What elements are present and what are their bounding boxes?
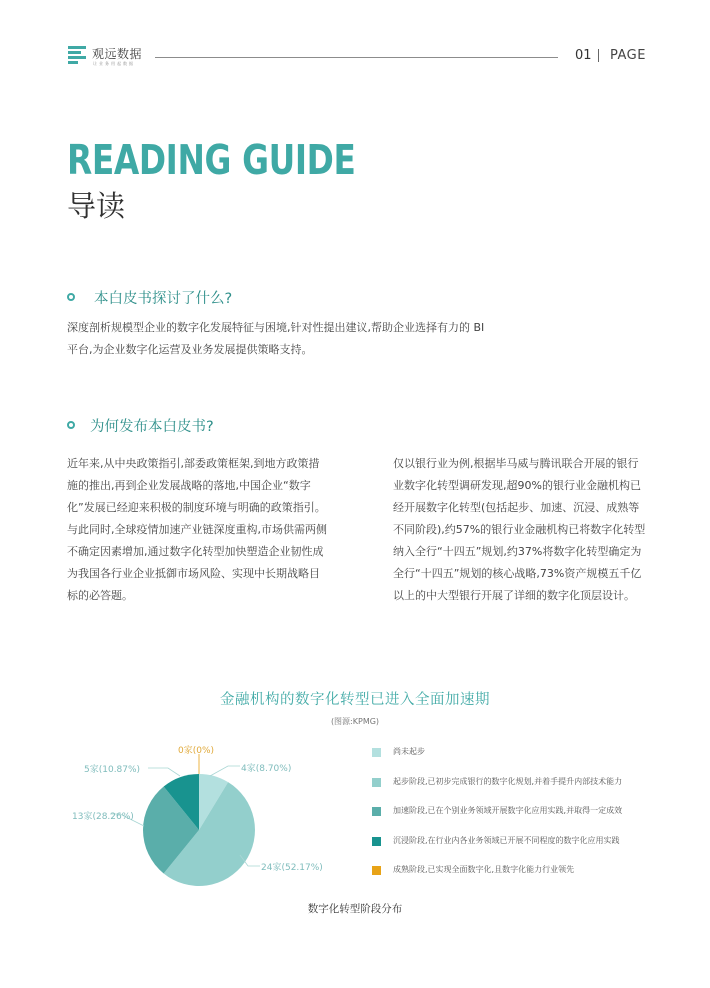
legend-swatch: [372, 837, 381, 846]
chart-title: 金融机构的数字化转型已进入全面加速期: [220, 692, 490, 708]
slice-label-immersion: 5家(10.87%): [84, 765, 141, 775]
page-separator: [598, 49, 599, 62]
legend-swatch: [372, 778, 381, 787]
section2-heading: 为何发布本白皮书?: [90, 419, 214, 435]
section2-right-paragraph: 仅以银行业为例,根据毕马威与腾讯联合开展的银行业数字化转型调研发现,超90%的银行业金融机构已经开展数字化转型(包括起步、加速、沉浸、成熟等不同阶段),约57%的银行业金融机构已将数字化转型纳入全行“十四五”规划,约37%将数字化转型确定为全行“十四五”规划的核心战略,73%资产规模五千亿以上的中大型银行开展了详细的数字化顶层设计。: [393, 457, 646, 602]
page-number: 01: [575, 48, 592, 63]
section1-heading: 本白皮书探讨了什么?: [94, 291, 233, 307]
legend-swatch: [372, 748, 381, 757]
section1-paragraph: 深度剖析规模型企业的数字化发展特征与困境,针对性提出建议,帮助企业选择有力的 BI 平台,为企业数字化运营及业务发展提供策略支持。: [67, 321, 485, 356]
brand-slogan: 让业务用起数据: [93, 61, 135, 66]
legend-item: [372, 835, 672, 849]
legend-swatch: [372, 866, 381, 875]
header-divider: [155, 57, 558, 58]
slice-label-accelerating: 13家(28.26%): [72, 812, 134, 822]
leader-not-started: [210, 766, 240, 776]
legend-swatch: [372, 807, 381, 816]
slice-label-mature: 0家(0%): [178, 746, 215, 756]
legend-text: 加速阶段,已在个别业务领域开展数字化应用实践,并取得一定成效: [393, 806, 623, 815]
title-chinese: 导读: [67, 189, 126, 223]
page-label: PAGE: [610, 48, 646, 63]
legend-text: 尚未起步: [393, 747, 425, 756]
legend-text: 成熟阶段,已实现全面数字化,且数字化能力行业领先: [393, 865, 575, 874]
legend-text: 起步阶段,已初步完成银行的数字化规划,并着手提升内部技术能力: [393, 777, 623, 786]
legend-text: 沉浸阶段,在行业内各业务领域已开展不同程度的数字化应用实践: [393, 836, 620, 845]
leader-immersion: [148, 768, 180, 776]
legend-item: [372, 864, 672, 878]
stacked-bars-logo-icon: [68, 46, 86, 64]
circle-bullet-icon: [67, 421, 75, 429]
circle-bullet-icon: [67, 293, 75, 301]
section2-left-paragraph: 近年来,从中央政策指引,部委政策框架,到地方政策措施的推出,再到企业发展战略的落地,中国企业“数字化”发展已经迎来积极的制度环境与明确的政策指引。与此同时,全球疫情加速产业链深度重构,市场供需两侧不确定因素增加,通过数字化转型加快塑造企业韧性成为我国各行业企业抵御市场风险、实现中长期战略目标的必答题。: [67, 457, 327, 602]
legend-item: [372, 776, 672, 790]
chart-source: (图源:KPMG): [330, 717, 380, 726]
legend-item: [372, 746, 672, 760]
slice-label-not-started: 4家(8.70%): [241, 764, 292, 774]
legend-item: [372, 805, 672, 819]
title-english: READING GUIDE: [67, 136, 356, 184]
slice-label-starting: 24家(52.17%): [261, 863, 323, 873]
chart-caption: 数字化转型阶段分布: [307, 903, 403, 915]
brand-name: 观远数据: [92, 47, 143, 61]
